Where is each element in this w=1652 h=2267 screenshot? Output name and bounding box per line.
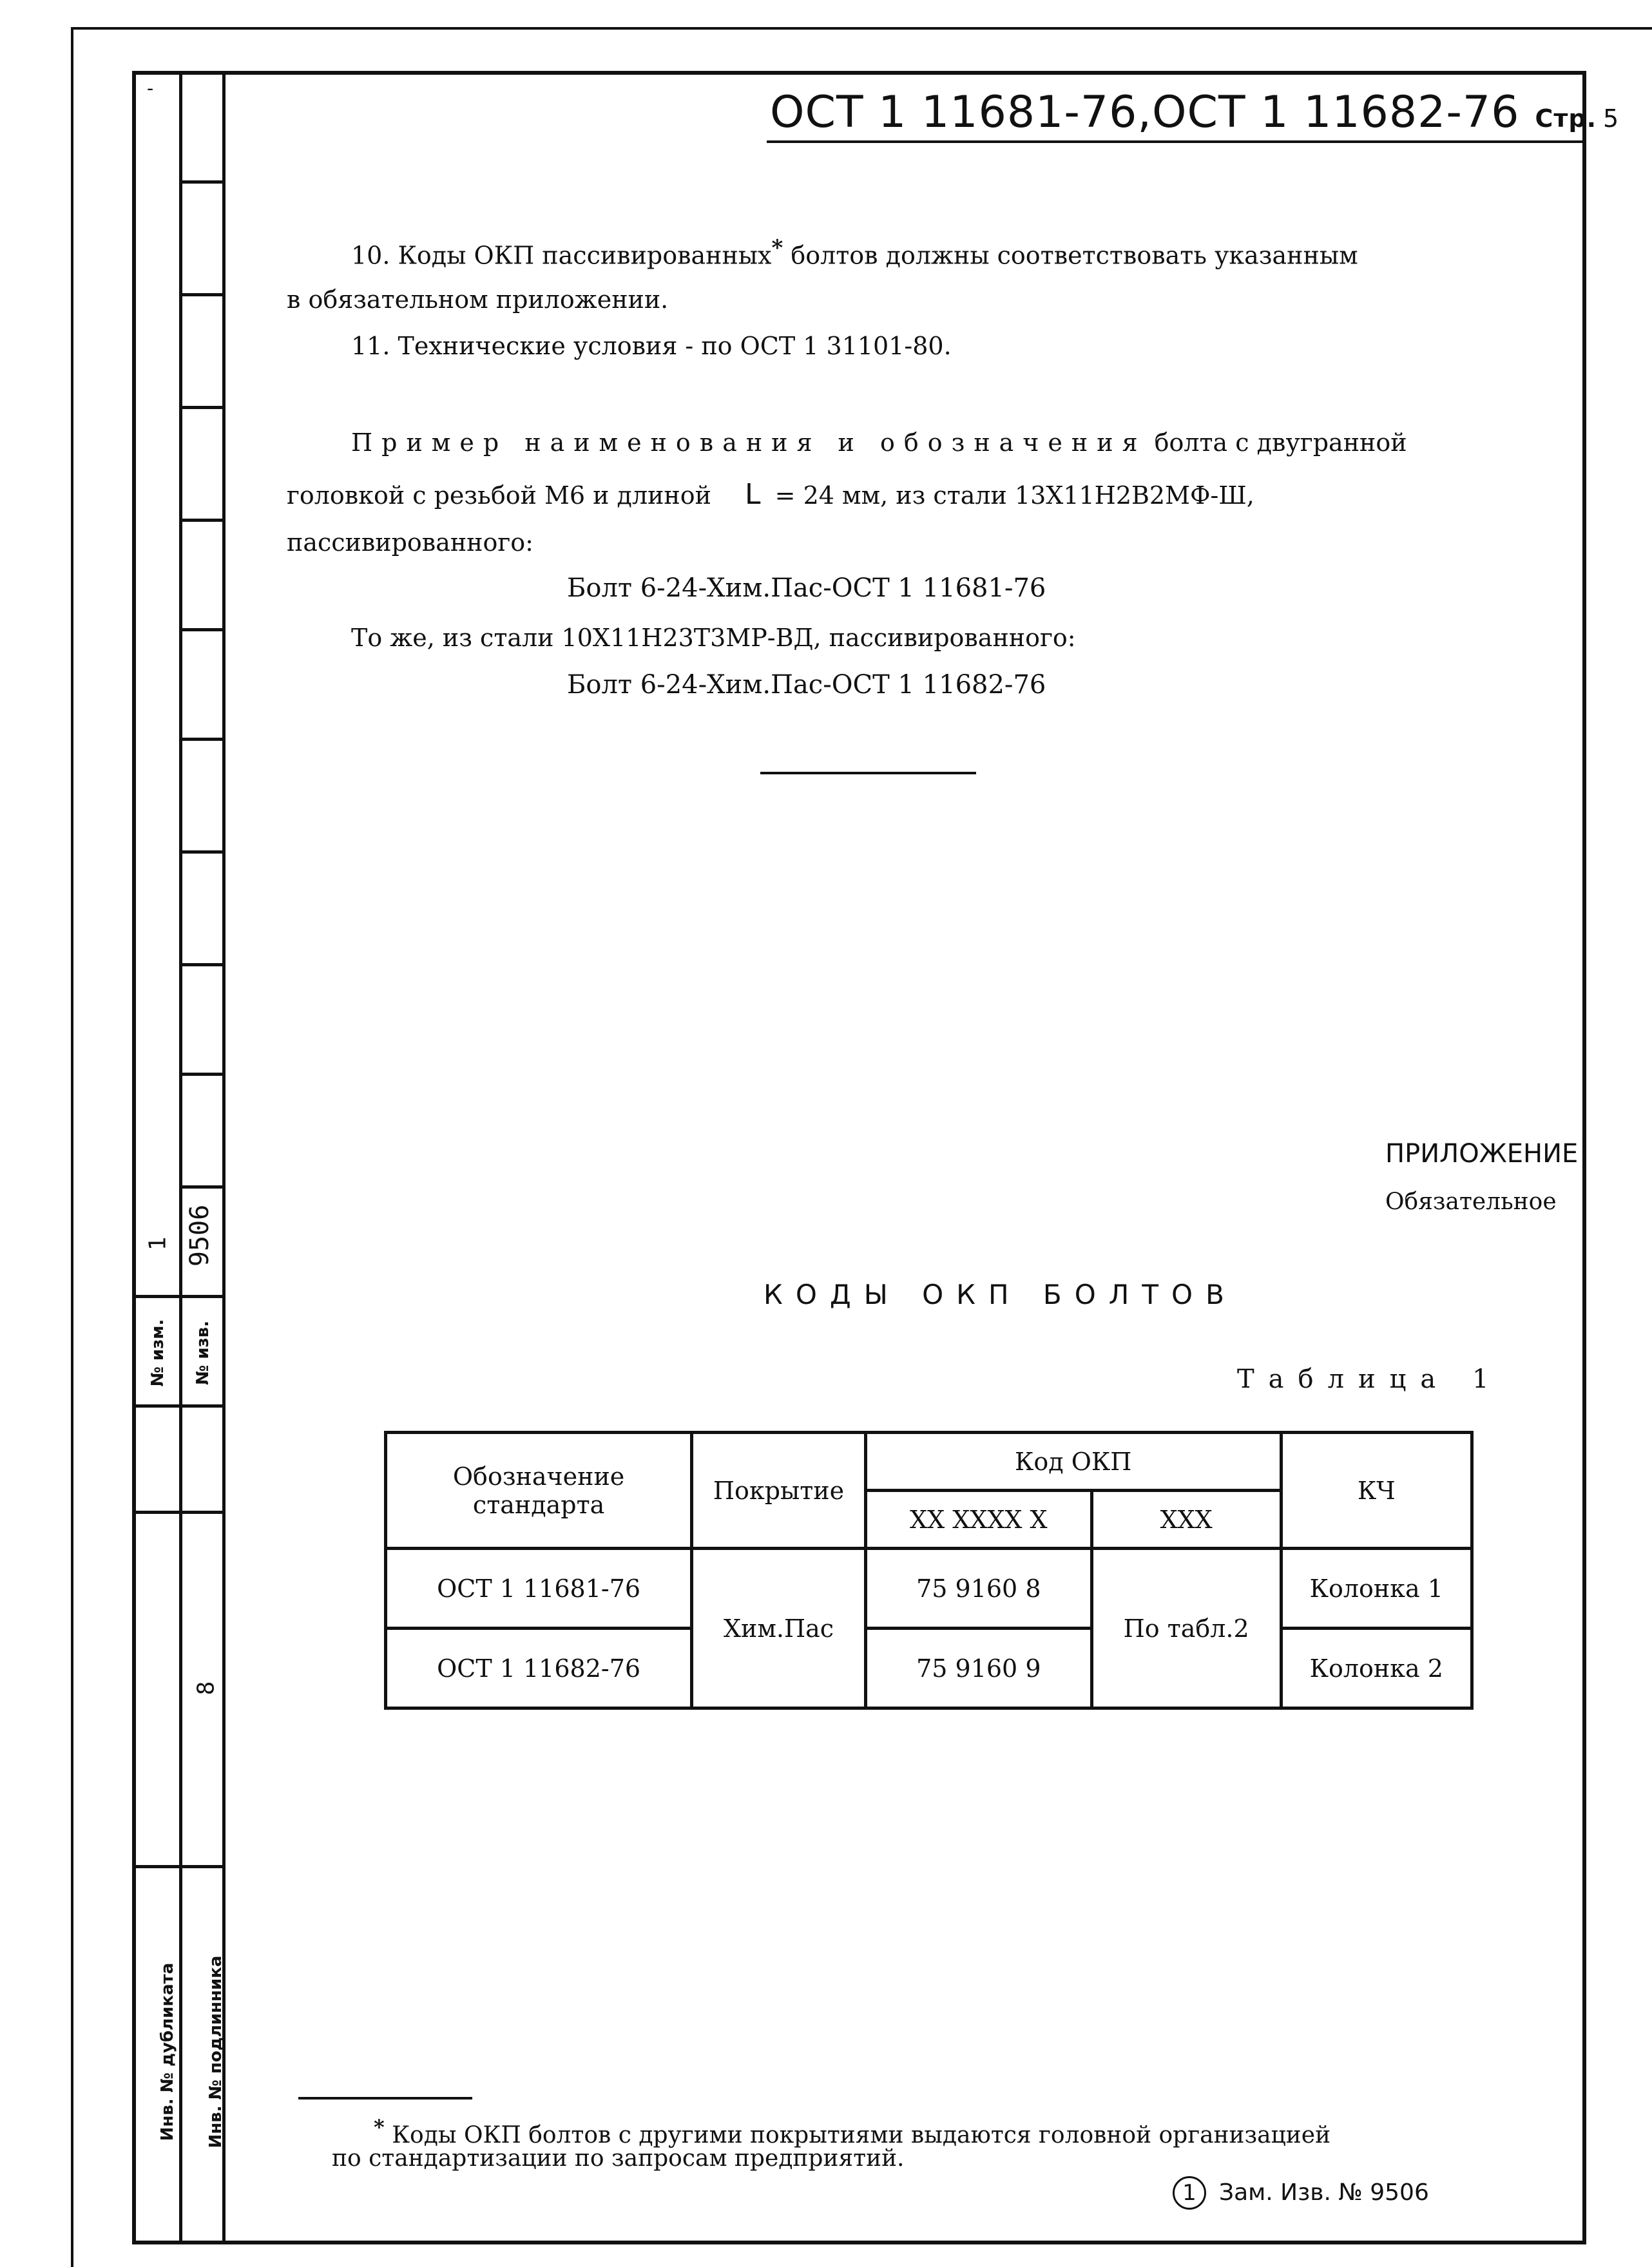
example-line2-rest: = 24 мм, из стали 13Х11Н2В2МФ-Ш, — [774, 481, 1254, 510]
row2-code: 75 9160 9 — [865, 1629, 1091, 1708]
stamp-cell-line — [179, 963, 222, 966]
header-rule — [767, 140, 1585, 143]
stamp-cell-line — [132, 1865, 222, 1868]
stamp-cell-line — [179, 519, 222, 522]
section-divider — [760, 772, 976, 774]
original-inventory-label: Инв. № подлинника — [206, 1955, 226, 2148]
row2-kch: Колонка 2 — [1281, 1629, 1472, 1708]
appendix-title: КОДЫ ОКП БОЛТОВ — [764, 1279, 1237, 1310]
example-line1 — [351, 428, 1407, 457]
stamp-top-mark: - — [147, 77, 154, 100]
okp-codes-table — [384, 1431, 1474, 1710]
stamp-column-divider — [179, 71, 182, 2244]
p10-text: 10. Коды ОКП пассивированных — [351, 241, 772, 270]
appendix-status: Обязательное — [1385, 1189, 1557, 1215]
notice-number: 9506 — [185, 1204, 215, 1267]
example-lead: Пример наименования и обозначения — [351, 428, 1147, 457]
xxx-value: По табл.2 — [1091, 1549, 1281, 1708]
footnote-mark: * — [771, 235, 783, 261]
header-okp-sub2: ХХХ — [1091, 1491, 1281, 1549]
stamp-cell-line — [179, 1185, 222, 1189]
notice-number-label: № изв. — [193, 1321, 213, 1385]
header-okp-sub1: ХХ ХХХХ Х — [865, 1491, 1091, 1549]
stamp-cell-line — [179, 850, 222, 854]
stamp-cell-line — [179, 180, 222, 184]
designation-1: Болт 6-24-Хим.Пас-ОСТ 1 11681-76 — [567, 573, 1046, 603]
appendix-label: ПРИЛОЖЕНИЕ — [1385, 1139, 1579, 1169]
row2-standard: ОСТ 1 11682-76 — [386, 1629, 692, 1708]
footnote-line1 — [374, 2115, 1330, 2148]
page-number: 5 — [1603, 104, 1620, 133]
change-note-text: Зам. Изв. № 9506 — [1219, 2179, 1429, 2206]
length-symbol: L — [745, 478, 761, 511]
stamp-cell-line — [179, 738, 222, 741]
change-number-circle: 1 — [1173, 2176, 1206, 2210]
table-label: Таблица 1 — [1237, 1364, 1503, 1394]
change-number-label: № изм. — [148, 1319, 168, 1387]
change-number: 1 — [144, 1236, 171, 1251]
row1-standard: ОСТ 1 11681-76 — [386, 1549, 692, 1629]
header-coating: Покрытие — [692, 1433, 866, 1549]
original-inventory-number: 8 — [193, 1681, 220, 1696]
footnote-line2: по стандартизации по запросам предприятий. — [332, 2145, 905, 2172]
header-standard: Обозначение стандарта — [386, 1433, 692, 1549]
row1-kch: Колонка 1 — [1281, 1549, 1472, 1629]
example-line2-text: головкой с резьбой М6 и длиной — [287, 481, 711, 510]
example-line2 — [287, 478, 1254, 511]
row1-code: 75 9160 8 — [865, 1549, 1091, 1629]
stamp-column-divider — [222, 71, 226, 2244]
stamp-cell-line — [179, 1073, 222, 1076]
stamp-cell-line — [179, 293, 222, 296]
stamp-cell-line — [132, 1404, 179, 1406]
coating-value: Хим.Пас — [692, 1549, 866, 1708]
page-frame — [132, 71, 1586, 2244]
header-okp: Код ОКП — [865, 1433, 1281, 1491]
header-kch: КЧ — [1281, 1433, 1472, 1549]
change-note — [1173, 2176, 1429, 2210]
paragraph-10-line2: в обязательном приложении. — [287, 285, 669, 314]
paragraph-10-line1 — [351, 235, 1358, 270]
stamp-cell-line — [179, 406, 222, 409]
same-steel-line: То же, из стали 10Х11Н23Т3МР-ВД, пассивированного: — [351, 624, 1076, 652]
document-header — [770, 87, 1619, 138]
stamp-cell-line — [132, 1295, 222, 1298]
example-line3: пассивированного: — [287, 528, 533, 557]
duplicate-inventory-label: Инв. № дубликата — [158, 1962, 177, 2141]
stamp-cell-line — [179, 628, 222, 631]
footnote-rule — [298, 2097, 472, 2100]
example-line1-rest: болта с двугранной — [1154, 428, 1407, 457]
footnote-mark-bottom: * — [374, 2115, 385, 2139]
p10-text-end: болтов должны соответствовать указанным — [791, 241, 1358, 270]
designation-2: Болт 6-24-Хим.Пас-ОСТ 1 11682-76 — [567, 670, 1046, 700]
page-label: Стр. — [1535, 104, 1597, 133]
paragraph-11: 11. Технические условия - по ОСТ 1 31101-80. — [351, 332, 952, 360]
footnote-text-1: Коды ОКП болтов с другими покрытиями выдаются головной организацией — [392, 2122, 1331, 2148]
stamp-cell-line — [132, 1511, 222, 1514]
standard-title: ОСТ 1 11681-76,ОСТ 1 11682-76 — [770, 87, 1520, 138]
